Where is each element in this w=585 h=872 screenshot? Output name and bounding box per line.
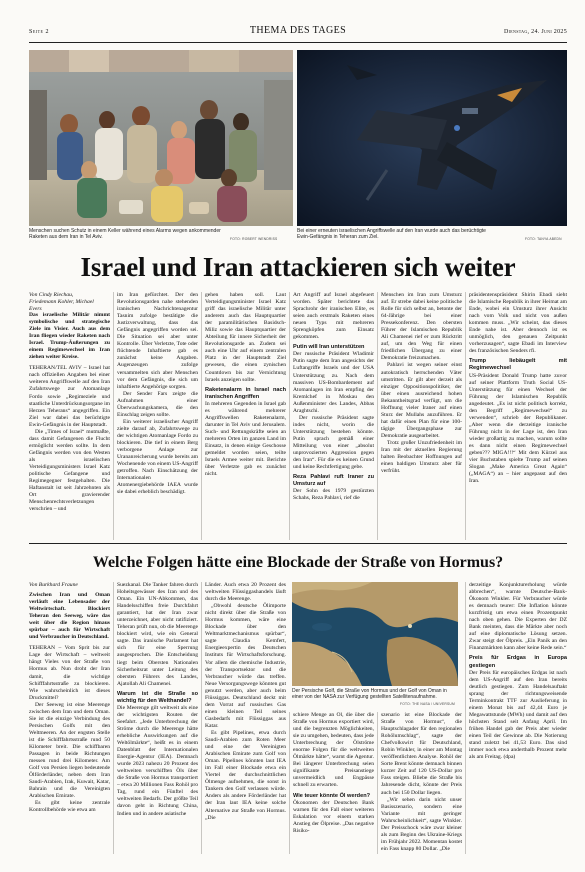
article2-paragraph: Ökonomen der Deutschen Bank warnen für den Fall einer weiteren Eskalation vor einem starken Anstieg der Ölpreise. „Das negative Risiko- (293, 799, 374, 834)
article1-paragraph: In mehreren Gegenden in Israel gab es während mehrerer Angriffswellen Raketenalarm, darunter in Tel Aviv und Jerusalem. Such- und Rettungskräfte seien an mehreren Orten im ganzen Land im Einsatz, in denen einige Geschosse gemeldet worden seien, teilte Israels Armee weiter mit. Berichte über Verletzte gab es zunächst nicht. (205, 400, 286, 478)
article1-column-5 (381, 292, 462, 540)
article2-paragraph: Der Seeweg ist eine Meerenge zwischen dem Iran und dem Oman. Sie ist die einzige Verbindung des Persischen Golfs mit den Weltmeeren. An der engsten Stelle ist die Schifffahrtsstraße rund 50 Kilometer breit. Die schiffbaren Passagen in beide Richtungen messen rund drei Kilometer. Am Golf von Persien liegen bedeutende Ölförderländer, neben dem Iran Saudi-Arabien, Irak, Kuwait, Katar, Bahrain und die Vereinigten Arabischen Emirate. (29, 701, 110, 800)
article1-column-1 (29, 312, 110, 540)
article2-byline: Von Burkhard Fraune (29, 582, 78, 588)
article2-column-3 (205, 582, 286, 854)
photo-credit-satellite: FOTO: THE NASA / UNIVERSUM (400, 702, 455, 706)
article2-subheading: Warum ist die Straße so wichtig für den Welthandel? (117, 690, 198, 704)
article1-paragraph: Trotz großer Unzufriedenheit im Iran mit der aktuellen Regierung halten Beobachter Hoffnungen auf einen baldigen Umsturz aber für verfrüht. (381, 439, 462, 475)
article2-paragraph: „Obwohl deutsche Ölimporte nicht direkt über die Straße von Hormus kommen, wäre eine Blockade über den Weltmarktmechanismus spürbar“, sagte Claudia Kemfert, Energieexpertin des Deutschen Instituts für Wirtschaftsforschung. Vor allem die chemische Industrie, der Transportsektor und die Verbraucher würde das treffen. Neue Versorgungswege könnten gut genutzt werden, aber auch beim Flüssiggas. Deutschland deckt mit dem Vorrat auf russisches Gas einen kleinen Teil seines Gasbedarfs mit Flüssiggas aus Katar. (205, 603, 286, 729)
column-divider (289, 292, 290, 540)
article2-column-2 (117, 582, 198, 854)
article2-paragraph: TEHERAN – Vom Sprit bis zur Lage der Wirtschaft – weltweit hängt Vieles von der Straße von Hormus ab. Nun droht der Iran damit, die wichtige Schifffahrtsstraße zu blockieren. Wie wahrscheinlich ist dieses Druckmittel? (29, 645, 110, 701)
article1-paragraph: im Iran gefürchtet. Der den Revolutionsgarden nahe stehenden iranischen Nachrichtenagentur Tasnim zufolge bestätigte die Justizverwaltung, dass das Gefängnis angegriffen worden sei. Die Situation sei aber unter Kontrolle. Über Verletzte, Tote oder flüchtende Inhaftierte gab es zunächst keine Angaben. Augenzeugen zufolge versammelten sich aber Menschen vor dem Gefängnis, die sich um inhaftierte Angehörige sorgten. (117, 292, 198, 390)
column-divider (377, 712, 378, 854)
article1-paragraph: Die „Times of Israel“ mutmaßte, dass damit Gefangenen die Flucht ermöglicht werden sollte. In dem Gefängnis werden von den Westen als israelischen Verteidigungsministers Israel Katz politische Gefangene und Regimegegner festgehalten. Die Haftanstalt ist seit Jahrzehnten als Ort gravierender Menschenrechtsverletzungen verschrien – und (29, 428, 110, 513)
satellite-image (292, 582, 458, 686)
article1-byline-line1: Von Cindy Riechau, (29, 292, 74, 298)
column-divider (113, 292, 114, 540)
article2-paragraph: Es gibt Pipelines, etwa durch Saudi-Arabien zum Roten Meer und eine der Vereinigten Arabischen Emirate zum Golf von Oman. Pipelines könnten laut IEA im Fall einer Blockade etwa ein Viertel der durchschnittlichen Ölmenge aufnehmen, die sonst in Tankern den Golf verlassen würde. Anders als andere Förderländer hat der Iran laut IEA keine solche Alternative zur Straße von Hormus. „Die (205, 729, 286, 821)
article2-paragraph: Die Meerenge gilt weltweit als eine der wichtigsten Routen der Seefahrt. „Jede Unterbrechung der Ströme durch die Meerenge hätte erhebliche Auswirkungen auf die Weltölmärkte“, heißt es in einem Datenblatt der Internationalen Energie-Agentur (IEA). Demnach wurde 2023 nahezu 20 Prozent des weltweiten verschifften Öls über die Straße von Hormus transportiert – etwa 20 Millionen Fass Rohöl pro Tag, rund ein Fünftel des weltweiten Bedarfs. Der größte Teil davon geht in Richtung China, Indien und in andere asiatische (117, 704, 198, 817)
article1-subheading: Trump liebäugelt mit Regimewechsel (469, 358, 567, 372)
article1-paragraph: Der russische Präsident sagte indes nicht, worin die Unterstützung bestehen könnte. Putin sprach gemäß einer Mitteilung von einer „absolut unprovozierten Aggression gegen den Iran“. Für die es keinen Grund und keine Rechtfertigung gebe. (293, 414, 374, 471)
photo-caption-shelter: Menschen suchen Schutz in einem Keller während eines Alarms wegen ankommender Raketen aus dem Iran in Tel Aviv. (29, 228, 221, 240)
column-divider (201, 582, 202, 854)
article1-paragraph: Ein weiterer israelischer Angriff zielte darauf ab, Zufahrtswege zu der wichtigen Atomanlage Fordo zu blockieren. Die tief in einem Berg verborgene Anlage zur Urananreicherung wurde bereits am Wochenende von einem US-Angriff getroffen. Nach Einschätzung der Internationalen Atomenergiebehörde IAEA wurde sie dabei erheblich beschädigt. (117, 418, 198, 496)
article1-column-2 (117, 292, 198, 540)
column-divider (289, 712, 290, 854)
article1-subheading: Raketenalarm in Israel nach iranischen Angriffen (205, 386, 286, 400)
article2-subheading: Preis für Erdgas in Europa gestiegen (469, 655, 567, 669)
column-divider (201, 292, 202, 540)
article2-paragraph: szenario ist eine Blockade der Straße von Hormus“, die Hauptschlagader für den regionalen Rohölumschlag“, sagte der Chefvolkswirt für Deutschland, Robin Winkler, in einer am Montag veröffentlichten Analyse. Rohöl der Sorte Brent könnte demnach binnen kurzer Zeit auf 120 US-Dollar pro Fass steigen. Bliebe die Straße bis Jahresende dicht, könnte der Preis auch bei 150 Dollar liegen. (381, 712, 462, 796)
article1-paragraph: Der russische Präsident Wladimir Putin sagte dem Iran angesichts der Luftangriffe Israels und der USA Unterstützung zu. Nach dem massiven US-Bombardement auf Atomanlagen im Iran empfing der Kremlchef in Moskau den Außenminister des Landes, Abbas Araghtschi. (293, 351, 374, 414)
article1-paragraph: Der Sender Fars zeigte die Aufnahmen einer Überwachungskamera, die den Einschlag zeigen sollte. (117, 390, 198, 418)
fighter-jet-image (297, 50, 567, 226)
photo-caption-fighter-jet: Bei einer erneuten israelischen Angriffswelle auf den Iran wurde auch das berüchtigte Ewin-Gefängnis in Teheran zum Ziel. (297, 228, 486, 240)
article2-paragraph: schiere Menge an Öl, die über die Straße von Hormus exportiert wird, und die begrenzten Möglichkeiten, sie zu umgehen, bedeuten, dass jede Unterbrechung der Ölströme enorme Folgen für die weltweiten Ölmärkte hätte“, warnt die Agentur. Bei längerer Unterbrechung seien signifikante Preisanstiege unvermeidlich und Engpässe schnell zu erwarten. (293, 712, 374, 789)
article1-paragraph: präsidentenspräsident Shirin Ebadi sieht die Islamische Republik in ihrer Heimat am Ende, wobei ein Umsturz ihrer Ansicht nach vom Volk und nicht von außen kommen muss. „Wir scheint, das dieses Ende nahe ist. Aber dennoch ist es unmöglich, den genauen Zeitpunkt vorherzusagen“, sagte Ebadi im Interview des französischen Senders rfi. (469, 292, 567, 355)
article2-column-5 (381, 712, 462, 854)
photo-fighter-jet (297, 50, 567, 226)
article2-subheading: Wie teuer könnte Öl werden? (293, 792, 371, 799)
article1-paragraph: TEHERAN/TEL AVIV – Israel hat nach offiziellen Angaben bei einer weiteren Angriffswelle auf den Iran Zufahrtswege zur Atomanlage Fordo sowie „Regimeziele und staatliche Unterdrückungsorgane im Herzen Teherans“ angegriffen. Ein Ziel war dabei das berüchtigte Ewin-Gefängnis in der Hauptstadt. (29, 365, 110, 428)
article1-column-6 (469, 292, 567, 540)
article2-paragraph: Suezkanal. Die Tanker fahren durch Hoheitsgewässer des Iran und des Oman. Ein UN-Abkommen, das Handelsschiffen freie Durchfahrt garantiert, hat der Iran zwar unterzeichnet, aber nicht ratifiziert. Teheran prüft nun, ob die Meerenge blockiert wird, wie ein General sagte. Das iranische Parlament hat sich für eine Sperrung ausgesprochen. Die Entscheidung liegt beim Obersten Nationalen Sicherheitsrat unter Leitung des obersten Führers des Landes, Ajatollah Ali Chamenei. (117, 582, 198, 687)
article1-byline-line2: Friedemann Kohler, Michael Evers (29, 299, 94, 312)
article1-paragraph: Der Sohn des 1979 gestürzten Schahs, Reza Pahlavi, rief die (293, 488, 374, 502)
article2-paragraph: „Wir sehen darin nicht unser Basisszenario, sondern eine Variante mit geringer Wahrscheinlichkeit“, sagte Winkler. Der Preisschock wäre zwar kleiner als zum Beginn des Ukraine-Kriegs im Frühjahr 2022. Momentan kostet ein Fass knapp 80 Dollar. „Die (381, 796, 462, 852)
article1-subheading: Putin will Iran unterstützen (293, 344, 365, 351)
article1-headline: Israel und Iran attackieren sich weiter (80, 252, 516, 282)
article1-paragraph: Menschen im Iran zum Umsturz auf. Er strebe dabei keine politische Rolle für sich selbst an, betonte der 64-Jährige bei einer Pressekonferenz. Den obersten Führer der Islamischen Republik Ali Chamenei rief er zum Rücktritt auf, um den Weg für einen friedlichen Übergang zu einer Demokratie freizumachen. (381, 292, 462, 362)
article1-paragraph: gehen haben soll. Laut Verteidigungsminister Israel Katz griff das israelische Militär unter anderem auch das Hauptquartier der paramilitärischen Basidsch-Miliz sowie das Hauptquartier der Abteilung für innere Sicherheit der Revolutionsgarde an. Zudem sei auch eine Uhr auf einem zentralen Platz in der Hauptstadt Ziel gewesen, die einen zynischen Countdown bis zur Vernichtung Israels anzeigen sollte. (205, 292, 286, 383)
issue-date: Dienstag, 24. Juni 2025 (504, 29, 567, 35)
article2-column-4 (293, 712, 374, 854)
article1-column-4 (293, 292, 374, 540)
photo-shelter (29, 50, 293, 226)
column-divider (465, 292, 466, 540)
photo-credit-fighter-jet: FOTO: TANYA ABEDN (525, 237, 562, 241)
section-title: THEMA DES TAGES (249, 25, 347, 36)
article2-lead: Zwischen Iran und Oman verläuft eine Lebensader der Weltwirtschaft. Blockiert Teheran den Seeweg, wäre das weit über die Region hinaus spürbar – auch für Wirtschaft und Verbraucher in Deutschland. (29, 592, 110, 641)
article2-paragraph: Es gibt keine zentrale Kontrollbehörde wie etwa am (29, 800, 110, 814)
article1-paragraph: US-Präsident Donald Trump hatte zuvor auf seiner Plattform Truth Social US-Unterstützung für einen Wechsel der Führung der Islamischen Republik angedeutet. „Es ist nicht politisch korrekt, den Begriff „Regimewechsel“ zu verwenden“, schrieb der Republikaner. „Aber wenn die derzeitige iranische Führung nicht in der Lage ist, den Iran wieder großartig zu machen, warum sollte es dann nicht einen Regimewechsel geben??? MIGA!!!“ Mit dem Kürzel aus vier Buchstaben spielte Trump auf seinen Slogan „Make America Great Again“ („MAGA“) an – hier angepasst auf den Iran. (469, 372, 567, 485)
article1-paragraph: Art Angriff auf Israel abgefeuert worden. Später berichtete das Sprachrohr der iranischen Elite, es seien auch erstmals Raketen eines neuen Typs mit mehreren Sprengköpfen zum Einsatz gekommen. (293, 292, 374, 341)
column-divider (113, 582, 114, 854)
article2-headline: Welche Folgen hätte eine Blockade der Straße von Hormus? (92, 554, 504, 571)
article2-paragraph: derzeitige Konjunkturerholung würde abbrechen“, warnte Deutsche-Bank-Ökonom Winkler. Für Verbraucher würde es demnach teurer: Die Inflation könnte kurzfristig um etwa einen Prozentpunkt nach oben gehen. Die Experten der DZ Bank meinten, dass die Märkte aber noch auf eine diplomatische Lösung setzen. Zwar steigt der Ölpreis. „Ein Panik an den Finanzmärkten kann aber keine Rede sein.“ (469, 582, 567, 652)
article2-column-1 (29, 592, 110, 854)
photo-satellite (292, 582, 458, 686)
masthead-rule (29, 42, 567, 43)
article1-lead: Das israelische Militär nimmt symbolische und strategische Ziele im Visier. Auch aus dem Iran fliegen wieder Raketen nach Israel. Trump-Äußerungen zu einem Regimewechsel im Iran ziehen weiter Kreise. (29, 312, 110, 361)
masthead (29, 25, 567, 39)
page-number: Seite 2 (29, 29, 49, 35)
article1-column-3 (205, 292, 286, 540)
column-divider (377, 292, 378, 540)
photo-caption-satellite: Der Persische Golf, die Straße von Hormus und der Golf von Oman in einer von der NASA zur Verfügung gestellten Satellitenaufnahme. (292, 688, 447, 700)
article2-paragraph: Länder. Auch etwa 20 Prozent des weltweiten Flüssiggashandels läuft durch die Meerenge. (205, 582, 286, 603)
article2-column-6 (469, 582, 567, 854)
column-divider (465, 582, 466, 854)
article1-subheading: Reza Pahlavi ruft Iraner zu Umsturz auf (293, 474, 374, 488)
article1-byline (29, 292, 107, 313)
article-separator (29, 543, 567, 544)
article2-paragraph: Der Preis für europäisches Erdgas ist nach dem US-Angriff auf den Iran bereits deutlich gestiegen. Zum Handelsauftakt sprang der richtungsweisende Terminkontrakt TTF zur Auslieferung in einem Monat bis auf 42,44 Euro je Megawattstunde (MWh) und damit auf den höchsten Stand seit Anfang April. Im frühen Handel gab der Preis aber wieder einen Teil der Gewinne ab. Die Notierung stand zuletzt bei 41,53 Euro. Das sind immer noch etwa anderthalb Prozent mehr als am Freitag. (dpa) (469, 669, 567, 761)
shelter-scene-image (29, 50, 293, 226)
article1-paragraph: Pahlavi ist wegen seiner einst autokratisch herrschenden Väter umstritten. Er gilt aber derzeit als einziger Oppositionspolitiker, der über einen ausreichend hohen Bekanntheitsgrad verfügt, um die Hoffnung vieler Iraner auf einen Sturz der Mullahs anzuführen. Er hat dafür einen Plan für eine 100-tägige Übergangsphase zur Demokratie ausgearbeitet. (381, 362, 462, 439)
photo-credit-shelter: FOTO: ROBERT WENDRISS (230, 237, 278, 241)
